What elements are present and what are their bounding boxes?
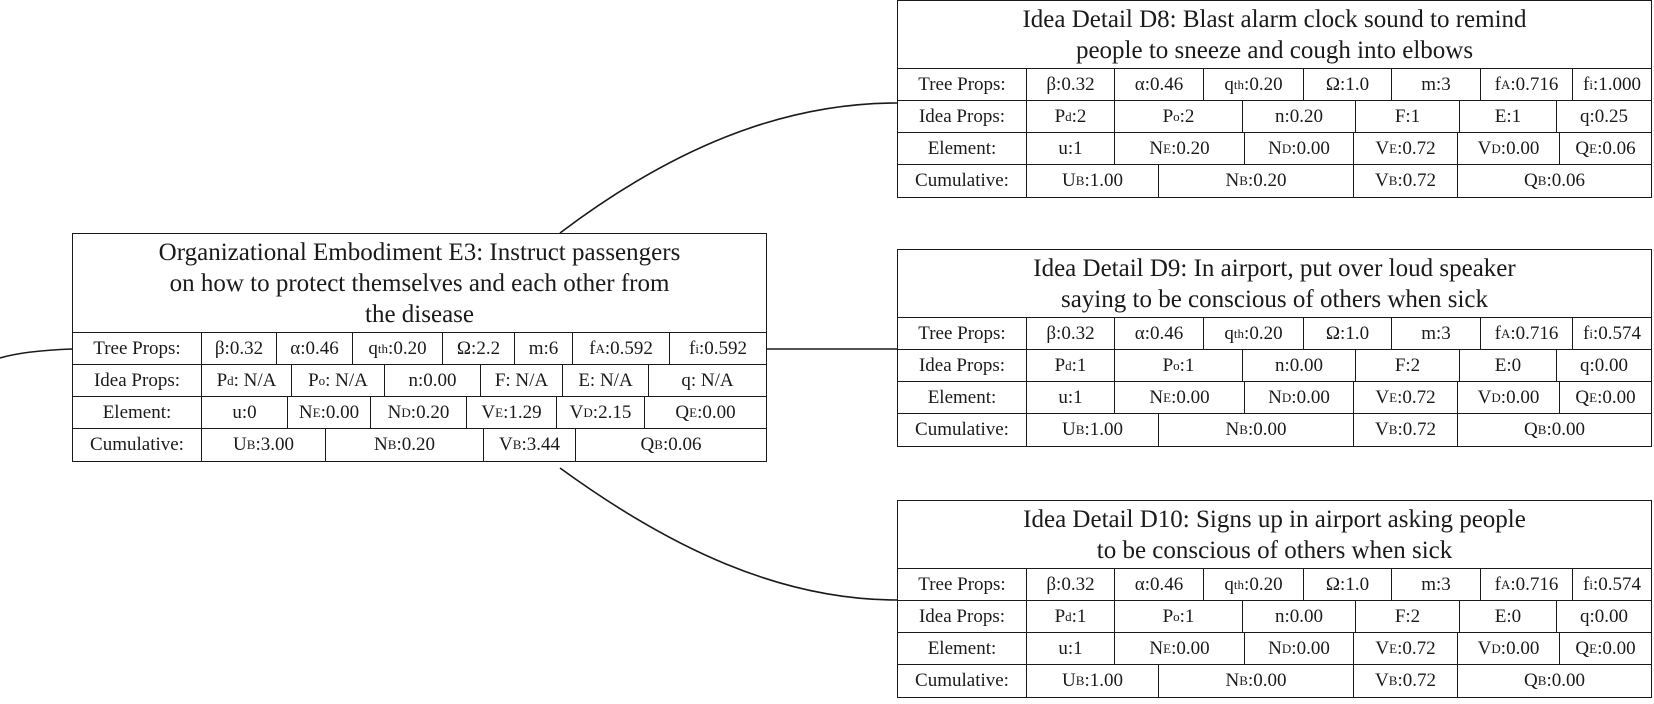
prop-cell: V B :3.44 — [484, 429, 576, 461]
prop-cell: m:6 — [515, 333, 573, 364]
prop-cell: f i :1.000 — [1583, 73, 1641, 95]
prop-cell: n:0.00 — [1243, 601, 1356, 632]
cumulative-row — [898, 165, 1651, 197]
prop-cell: f A :0.716 — [1481, 318, 1573, 349]
row-label: Cumulative: — [898, 665, 1027, 697]
prop-cell: β:0.32 — [202, 333, 277, 364]
prop-cell: α:0.46 — [1115, 318, 1204, 349]
prop-cell: N B :0.20 — [1159, 165, 1354, 197]
prop-cell: q: N/A — [681, 369, 734, 391]
prop-cell: P o :2 — [1115, 101, 1243, 132]
row-label: Cumulative: — [898, 414, 1027, 446]
prop-cell: V B :0.72 — [1354, 414, 1458, 446]
row-label: Element: — [898, 633, 1027, 664]
prop-cell: U B :1.00 — [1027, 665, 1159, 697]
prop-cell: N D :0.00 — [1245, 382, 1354, 413]
prop-cell: U B :1.00 — [1027, 165, 1159, 197]
prop-cell: f i :0.592 — [689, 337, 747, 359]
prop-cell: N E :0.20 — [1115, 133, 1245, 164]
prop-cell: Q B :0.00 — [1524, 419, 1585, 440]
idea-props-row — [73, 365, 766, 397]
prop-cell: V E :1.29 — [467, 397, 557, 428]
row-label: Element: — [898, 382, 1027, 413]
prop-cell: Ω:1.0 — [1304, 569, 1392, 600]
prop-cell: U B :3.00 — [202, 429, 326, 461]
row-label: Element: — [898, 133, 1027, 164]
prop-cell: n:0.20 — [1243, 101, 1356, 132]
prop-cell: E:0 — [1460, 350, 1557, 381]
tree-props-row — [898, 318, 1651, 350]
prop-cell: N B :0.20 — [326, 429, 484, 461]
prop-cell: u:0 — [202, 397, 288, 428]
prop-cell: V B :0.72 — [1354, 165, 1458, 197]
prop-cell: β:0.32 — [1027, 318, 1115, 349]
element-row — [898, 382, 1651, 414]
tree-props-row — [898, 69, 1651, 101]
prop-cell: n:0.00 — [385, 365, 481, 396]
prop-cell: m:3 — [1392, 569, 1481, 600]
row-label: Tree Props: — [898, 318, 1027, 349]
prop-cell: P d :1 — [1027, 601, 1115, 632]
element-row — [73, 397, 766, 429]
idea-props-row — [898, 101, 1651, 133]
node-d8 — [897, 0, 1652, 198]
tree-props-row — [898, 569, 1651, 601]
prop-cell: P d : N/A — [202, 365, 292, 396]
prop-cell: V E :0.72 — [1354, 382, 1458, 413]
row-label: Idea Props: — [898, 101, 1027, 132]
prop-cell: u:1 — [1027, 133, 1115, 164]
prop-cell: α:0.46 — [1115, 69, 1204, 100]
node-title: Idea Detail D9: In airport, put over loud speaker saying to be conscious of others when sick — [898, 250, 1651, 318]
prop-cell: P d :2 — [1027, 101, 1115, 132]
prop-cell: u:1 — [1027, 382, 1115, 413]
prop-cell: α:0.46 — [277, 333, 353, 364]
prop-cell: V E :0.72 — [1354, 633, 1458, 664]
prop-cell: N D :0.20 — [371, 397, 467, 428]
prop-cell: Q E :0.00 — [1575, 386, 1636, 408]
prop-cell: V D :2.15 — [557, 397, 645, 428]
node-e3 — [72, 233, 767, 462]
prop-cell: q:0.25 — [1579, 105, 1629, 127]
tree-props-row — [73, 333, 766, 365]
row-label: Element: — [73, 397, 202, 428]
row-label: Idea Props: — [898, 601, 1027, 632]
prop-cell: Q E :0.00 — [1575, 637, 1636, 659]
prop-cell: Ω:1.0 — [1304, 318, 1392, 349]
prop-cell: N B :0.00 — [1159, 665, 1354, 697]
prop-cell: E:0 — [1460, 601, 1557, 632]
row-label: Idea Props: — [898, 350, 1027, 381]
prop-cell: P o :1 — [1115, 601, 1243, 632]
prop-cell: V B :0.72 — [1354, 665, 1458, 697]
prop-cell: β:0.32 — [1027, 69, 1115, 100]
node-d9 — [897, 249, 1652, 447]
prop-cell: f A :0.716 — [1481, 69, 1573, 100]
prop-cell: Q E :0.00 — [675, 401, 736, 423]
row-label: Tree Props: — [898, 569, 1027, 600]
prop-cell: Q E :0.06 — [1575, 137, 1636, 159]
prop-cell: N D :0.00 — [1245, 633, 1354, 664]
edge-e3-to-d8 — [560, 103, 897, 233]
prop-cell: u:1 — [1027, 633, 1115, 664]
row-label: Tree Props: — [898, 69, 1027, 100]
prop-cell: n:0.00 — [1243, 350, 1356, 381]
node-d10 — [897, 500, 1652, 698]
prop-cell: q:0.00 — [1579, 354, 1629, 376]
prop-cell: U B :1.00 — [1027, 414, 1159, 446]
prop-cell: N E :0.00 — [288, 397, 371, 428]
node-title: Organizational Embodiment E3: Instruct passengers on how to protect themselves and each other from the disease — [73, 234, 766, 333]
idea-props-row — [898, 350, 1651, 382]
prop-cell: P d :1 — [1027, 350, 1115, 381]
row-label: Cumulative: — [73, 429, 202, 461]
cumulative-row — [73, 429, 766, 461]
prop-cell: α:0.46 — [1115, 569, 1204, 600]
row-label: Cumulative: — [898, 165, 1027, 197]
prop-cell: q th :0.20 — [1204, 318, 1304, 349]
prop-cell: q th :0.20 — [1204, 569, 1304, 600]
node-title: Idea Detail D8: Blast alarm clock sound to remind people to sneeze and cough into elbows — [898, 1, 1651, 69]
prop-cell: F: N/A — [481, 365, 563, 396]
prop-cell: f i :0.574 — [1583, 322, 1641, 344]
prop-cell: F:2 — [1356, 350, 1460, 381]
prop-cell: f i :0.574 — [1583, 573, 1641, 595]
prop-cell: Ω:1.0 — [1304, 69, 1392, 100]
prop-cell: P o :1 — [1115, 350, 1243, 381]
prop-cell: V E :0.72 — [1354, 133, 1458, 164]
prop-cell: m:3 — [1392, 318, 1481, 349]
prop-cell: V D :0.00 — [1458, 633, 1560, 664]
prop-cell: E: N/A — [563, 365, 649, 396]
prop-cell: Q B :0.06 — [1524, 170, 1585, 191]
prop-cell: f A :0.716 — [1481, 569, 1573, 600]
prop-cell: Ω:2.2 — [443, 333, 515, 364]
row-label: Tree Props: — [73, 333, 202, 364]
prop-cell: V D :0.00 — [1458, 382, 1560, 413]
edge-parent-to-e3 — [0, 349, 72, 358]
prop-cell: N B :0.00 — [1159, 414, 1354, 446]
element-row — [898, 133, 1651, 165]
node-title: Idea Detail D10: Signs up in airport asking people to be conscious of others when sick — [898, 501, 1651, 569]
prop-cell: q th :0.20 — [353, 333, 443, 364]
prop-cell: q th :0.20 — [1204, 69, 1304, 100]
prop-cell: N D :0.00 — [1245, 133, 1354, 164]
prop-cell: E:1 — [1460, 101, 1557, 132]
prop-cell: P o : N/A — [292, 365, 385, 396]
prop-cell: F:2 — [1356, 601, 1460, 632]
prop-cell: f A :0.592 — [573, 333, 670, 364]
prop-cell: q:0.00 — [1579, 605, 1629, 627]
prop-cell: F:1 — [1356, 101, 1460, 132]
prop-cell: β:0.32 — [1027, 569, 1115, 600]
prop-cell: V D :0.00 — [1458, 133, 1560, 164]
prop-cell: N E :0.00 — [1115, 633, 1245, 664]
element-row — [898, 633, 1651, 665]
prop-cell: Q B :0.06 — [640, 434, 702, 455]
cumulative-row — [898, 665, 1651, 697]
prop-cell: N E :0.00 — [1115, 382, 1245, 413]
prop-cell: m:3 — [1392, 69, 1481, 100]
edge-e3-to-d10 — [560, 468, 897, 600]
cumulative-row — [898, 414, 1651, 446]
row-label: Idea Props: — [73, 365, 202, 396]
prop-cell: Q B :0.00 — [1524, 670, 1585, 691]
idea-props-row — [898, 601, 1651, 633]
